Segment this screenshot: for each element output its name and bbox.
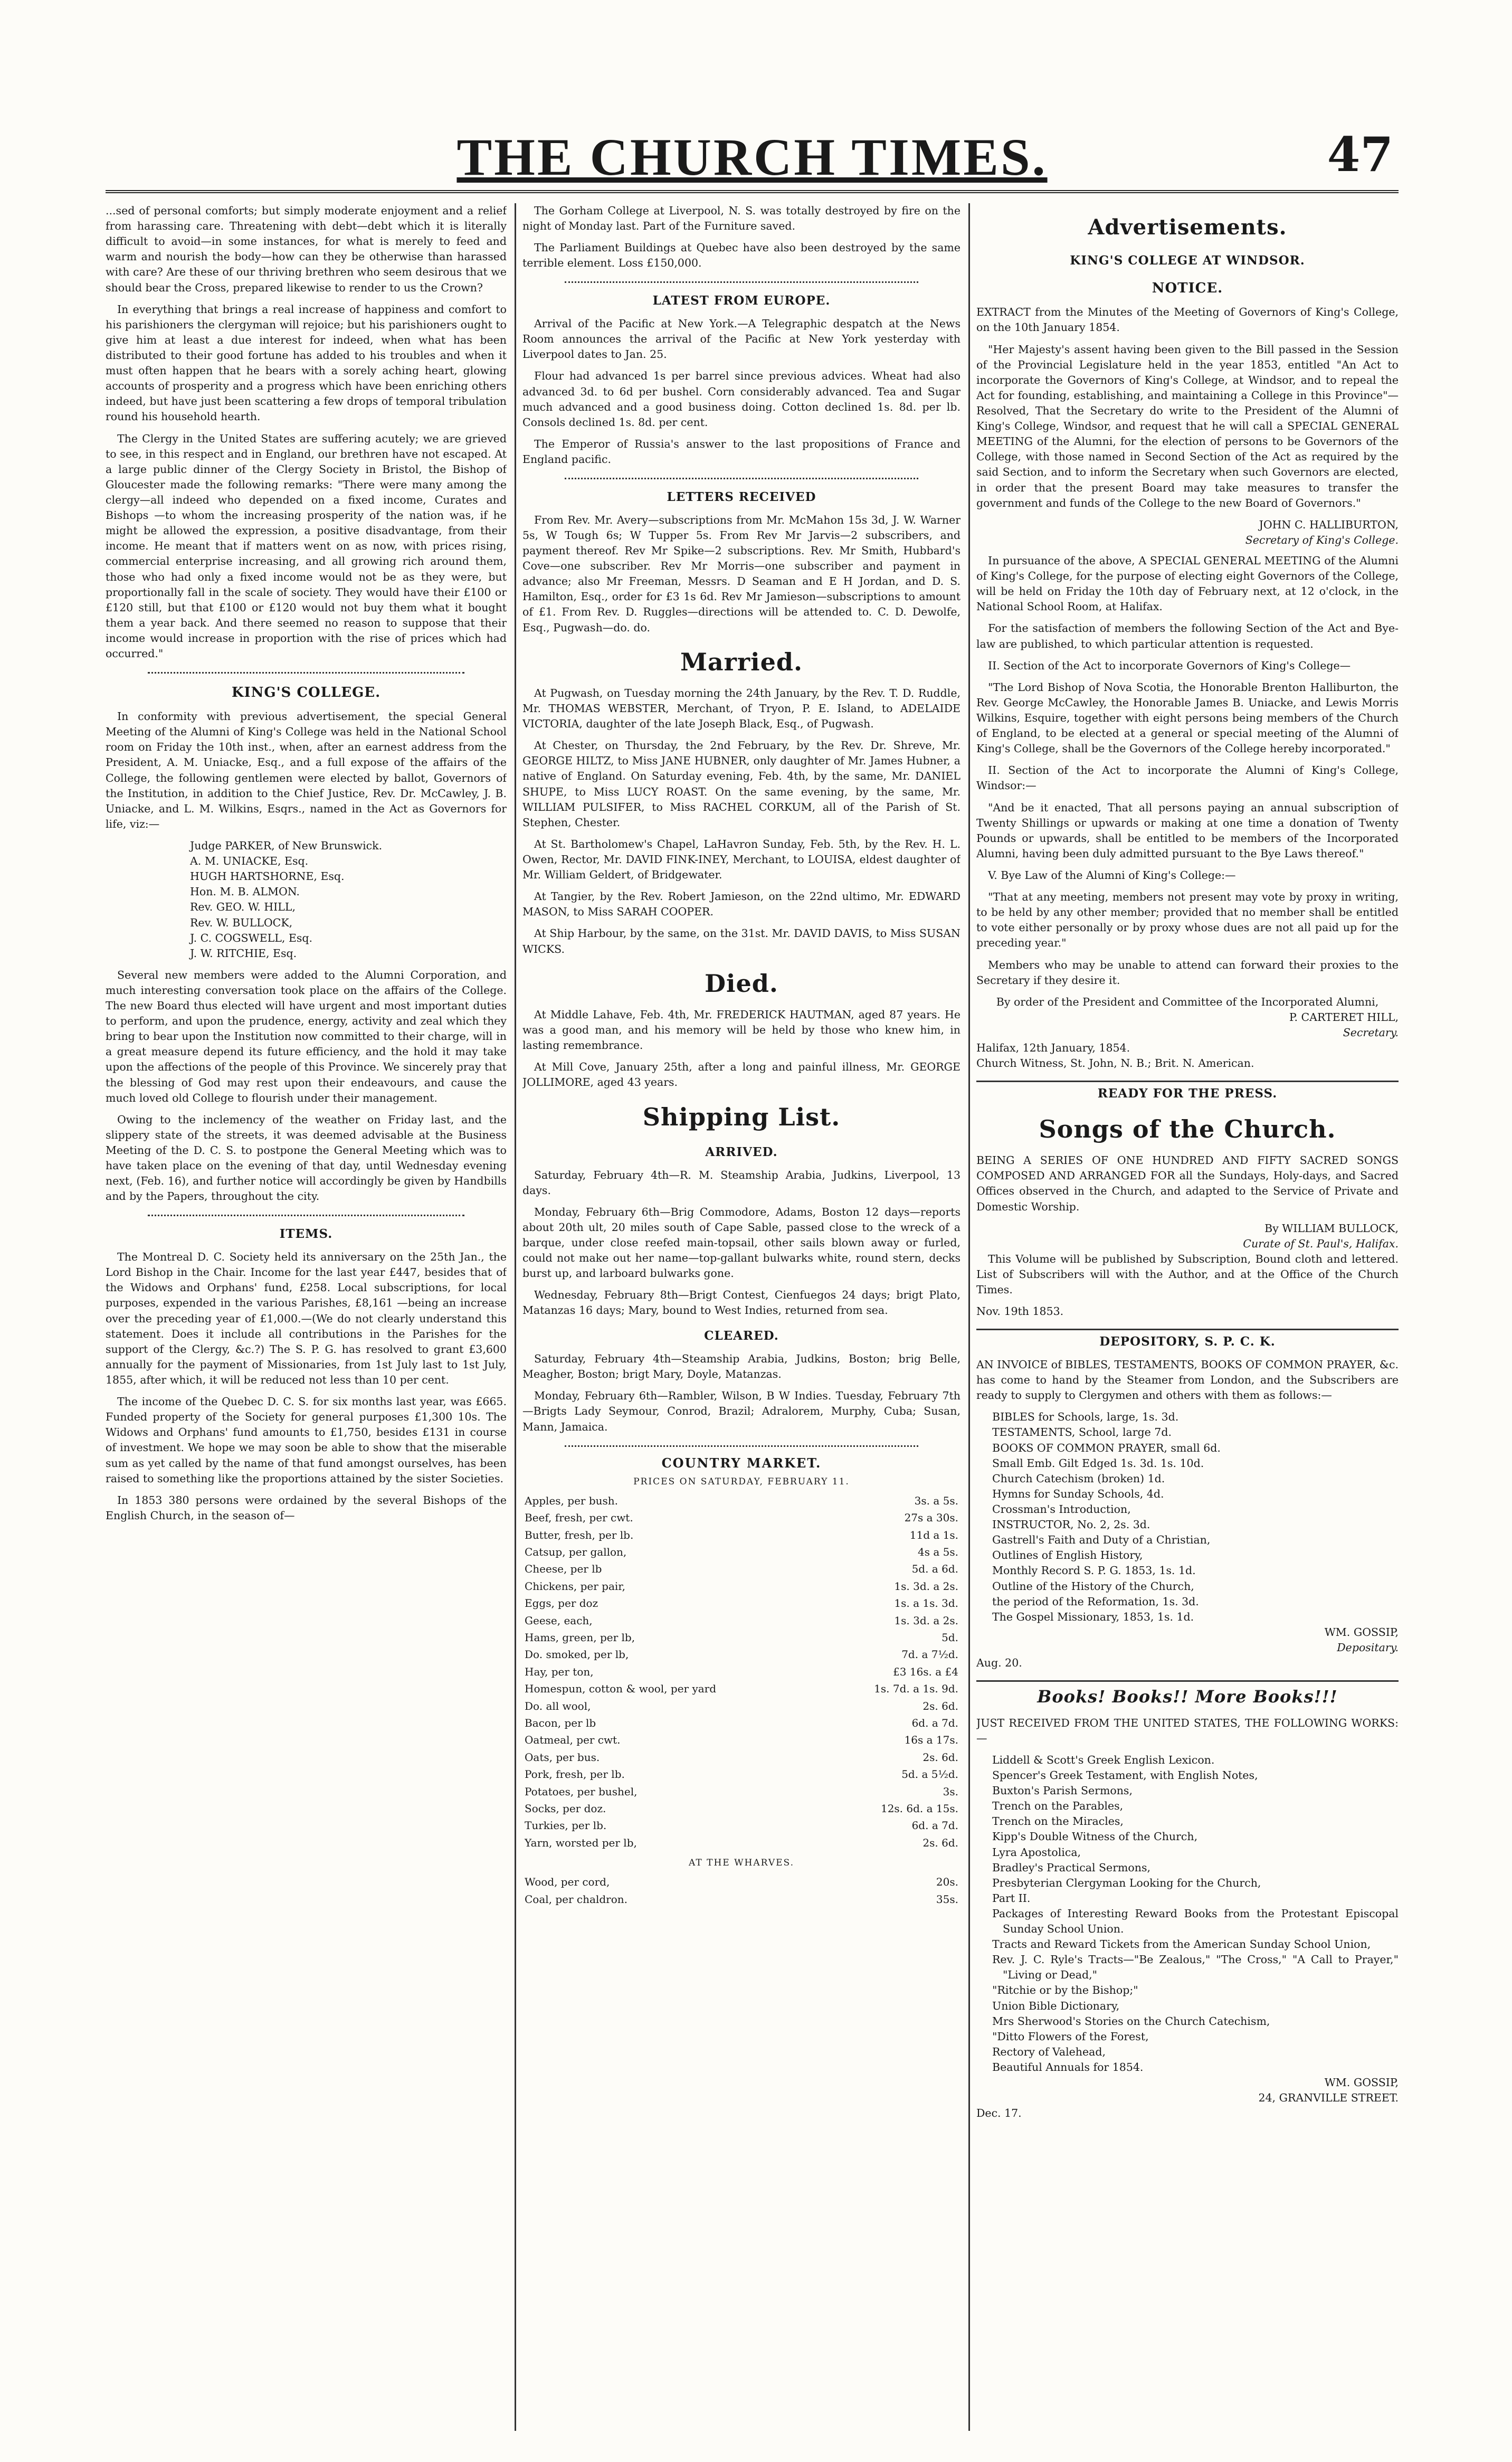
- signature: By order of the President and Committee of the Incorporated Alumni,: [996, 995, 1379, 1008]
- kings-college-heading: KING'S COLLEGE.: [231, 685, 381, 701]
- market-item: Hay, per ton,: [525, 1665, 594, 1678]
- notice-paragraph: "Her Majesty's assent having been given to the Bill passed in the Session of the Provincial Legislature held in the year 1853, entitled "An Act to incorporate the Governors of King's College, at Windsor, and to repeal the Act for founding, establishing, and maintaining a College in this Province"—Resolved, That the Secretary do write to the President of the Alumni of King's College, Windsor, and request that he will call a SPECIAL GENERAL MEETING of the Alumni, for the election of persons to be Governors of the College, with those named in Second Section of the Act as required by the said Section, and to inform the Secretary when such Governors are elected, in order that the present Board may take measures to transfer the government and funds of the College to the new Board of Governors.": [976, 343, 1399, 509]
- governor-name: Rev. GEO. W. HILL,: [190, 901, 296, 914]
- article-paragraph: The income of the Quebec D. C. S. for six months last year, was £665. Funded property of the Society for general purposes £1,300 10s. The Widows and Orphans' fund amounts to £1,750, besides £131 in course of investment. We hope we may soon be able to show that the miserable sum as yet called by the name of that fund amongst ourselves, has been raised to something like the proportions attained by the sister Societies.: [106, 1395, 507, 1485]
- cleared-heading: CLEARED.: [704, 1329, 779, 1343]
- signature-title: Curate of St. Paul's, Halifax.: [1243, 1237, 1399, 1250]
- market-table: [522, 1492, 961, 1851]
- book-item: "Ritchie or by the Bishop;": [992, 1984, 1138, 1997]
- advert-paragraph: JUST RECEIVED FROM THE UNITED STATES, THE FOLLOWING WORKS:—: [976, 1716, 1399, 1745]
- market-row: [522, 1891, 961, 1908]
- shipping-paragraph: Wednesday, February 8th—Brigt Contest, Cienfuegos 24 days; brigt Plato, Matanzas 16 days; Mary, bound to West Indies, returned from sea.: [522, 1289, 961, 1317]
- article-paragraph: The Emperor of Russia's answer to the last propositions of France and England pacific.: [522, 437, 961, 466]
- wharves-heading: AT THE WHARVES.: [689, 1858, 794, 1869]
- market-price: 5d. a 5½d.: [901, 1768, 958, 1781]
- market-price: 16s a 17s.: [904, 1734, 958, 1747]
- book-item: Lyra Apostolica,: [992, 1845, 1081, 1859]
- shipping-paragraph: Monday, February 6th—Rambler, Wilson, B W Indies. Tuesday, February 7th—Brigts Lady Seymour, Conrod, Brazil; Adralorem, Murphy, Cuba; Susan, Mann, Jamaica.: [522, 1389, 961, 1433]
- market-item: Bacon, per lb: [525, 1716, 596, 1729]
- market-price: 5d.: [942, 1631, 958, 1644]
- depository-item: the period of the Reformation, 1s. 3d.: [992, 1595, 1199, 1608]
- notice-paragraph: In pursuance of the above, A SPECIAL GENERAL MEETING of the Alumni of King's College, for the purpose of electing eight Governors of the College, will be held on Friday the 10th day of February next, at 12 o'clock, in the National School Room, at Halifax.: [976, 554, 1399, 613]
- books-heading: Books! Books!! More Books!!!: [976, 1680, 1399, 1709]
- notice-paragraph: At Mill Cove, January 25th, after a long and painful illness, Mr. GEORGE JOLLIMORE, aged 43 years.: [522, 1060, 961, 1089]
- market-row: [522, 1560, 961, 1577]
- shipping-paragraph: Monday, February 6th—Brig Commodore, Adams, Boston 12 days—reports about 20th ult, 20 miles south of Cape Sable, passed close to the wreck of a barque, under close reefed main-topsail, other sails blown away or furled, could not make out her name—top-gallant bulwarks white, round stern, decks burst up, and larboard bulwarks gone.: [522, 1205, 961, 1280]
- depository-heading: DEPOSITORY, S. P. C. K.: [976, 1329, 1399, 1351]
- governor-name: Hon. M. B. ALMON.: [190, 885, 300, 898]
- market-price: 1s. a 1s. 3d.: [894, 1597, 958, 1610]
- book-item: Packages of Interesting Reward Books from the Protestant Episcopal Sunday School Union.: [992, 1907, 1399, 1936]
- depository-item: TESTAMENTS, School, large 7d.: [992, 1426, 1172, 1439]
- book-item: Rectory of Valehead,: [992, 2045, 1106, 2058]
- market-item: Homespun, cotton & wool, per yard: [525, 1682, 717, 1696]
- market-price: 2s. 6d.: [923, 1699, 958, 1712]
- column-right: [976, 203, 1399, 2431]
- book-item: Union Bible Dictionary,: [992, 1999, 1120, 2012]
- notice-paragraph: Members who may be unable to attend can forward their proxies to the Secretary if they desire it.: [976, 958, 1399, 987]
- notice-paragraph: At Tangier, by the Rev. Robert Jamieson, on the 22nd ultimo, Mr. EDWARD MASON, to Miss SARAH COOPER.: [522, 890, 961, 918]
- depository-item: Small Emb. Gilt Edged 1s. 3d. 1s. 10d.: [992, 1456, 1204, 1470]
- market-price: 12s. 6d. a 15s.: [880, 1802, 958, 1815]
- market-subheading: PRICES ON SATURDAY, FEBRUARY 11.: [633, 1476, 850, 1487]
- market-row: [522, 1680, 961, 1697]
- governor-name: A. M. UNIACKE, Esq.: [190, 855, 309, 868]
- depository-item: Outline of the History of the Church,: [992, 1579, 1194, 1593]
- advertisements-heading: Advertisements.: [1088, 215, 1287, 240]
- market-price: 7d. a 7½d.: [901, 1648, 958, 1661]
- article-paragraph: In conformity with previous advertisement, the special General Meeting of the Alumni of King's College was held in the National School room on Friday the 10th inst., when, after an earnest address from the President, A. M. Uniacke, Esq., and a full expose of the affairs of the College, the following gentlemen were elected by ballot, Governors of the Institution, in addition to the Chief Justice, Rev. Dr. McCawley, J. B. Uniacke, and L. M. Wilkins, Esqrs., named in the Act as Governors for life, viz:—: [106, 710, 507, 830]
- market-price: 11d a 1s.: [909, 1528, 958, 1541]
- market-row: [522, 1578, 961, 1595]
- market-row: [522, 1698, 961, 1715]
- notice-paragraph: At Chester, on Thursday, the 2nd February, by the Rev. Dr. Shreve, Mr. GEORGE HILTZ, to Miss JANE HUBNER, only daughter of Mr. James Hubner, a native of England. On Saturday evening, Feb. 4th, by the same, Mr. DANIEL SHUPE, to Miss LUCY ROAST. On the same evening, by the same, Mr. WILLIAM PULSIFER, to Miss RACHEL CORKUM, all of the Parish of St. Stephen, Chester.: [522, 739, 961, 829]
- book-item: Presbyterian Clergyman Looking for the Church,: [992, 1876, 1261, 1889]
- market-item: Geese, each,: [525, 1614, 593, 1627]
- market-item: Potatoes, per bushel,: [525, 1785, 638, 1798]
- governor-name: J. W. RITCHIE, Esq.: [190, 946, 297, 960]
- notice-paragraph: EXTRACT from the Minutes of the Meeting of Governors of King's College, on the 10th January 1854.: [976, 306, 1399, 334]
- article-paragraph: Arrival of the Pacific at New York.—A Telegraphic despatch at the News Room announces the arrival of the Pacific at New York yesterday with Liverpool dates to Jan. 25.: [522, 317, 961, 361]
- market-item: Pork, fresh, per lb.: [525, 1768, 625, 1781]
- page-number: 47: [1327, 127, 1393, 183]
- dateline: Halifax, 12th January, 1854.: [976, 1041, 1130, 1055]
- article-paragraph: The Gorham College at Liverpool, N. S. was totally destroyed by fire on the night of Monday last. Part of the Furniture saved.: [522, 204, 961, 233]
- songs-heading: Songs of the Church.: [1039, 1114, 1336, 1143]
- depository-item: The Gospel Missionary, 1853, 1s. 1d.: [992, 1610, 1194, 1623]
- depository-item: Outlines of English History,: [992, 1549, 1143, 1562]
- book-item: Liddell & Scott's Greek English Lexicon.: [992, 1753, 1215, 1766]
- married-heading: Married.: [680, 647, 803, 676]
- book-item: Buxton's Parish Sermons,: [992, 1784, 1133, 1797]
- depository-item: Crossman's Introduction,: [992, 1502, 1131, 1516]
- market-row: [522, 1544, 961, 1560]
- market-item: Hams, green, per lb,: [525, 1631, 635, 1644]
- book-item: Beautiful Annuals for 1854.: [992, 2061, 1144, 2074]
- dateline: Aug. 20.: [976, 1656, 1022, 1670]
- market-row: [522, 1492, 961, 1509]
- market-item: Beef, fresh, per cwt.: [525, 1511, 633, 1524]
- column-rule: [515, 203, 516, 2431]
- market-price: 1s. 7d. a 1s. 9d.: [874, 1682, 958, 1696]
- market-row: [522, 1527, 961, 1544]
- column-middle: [522, 203, 961, 2431]
- signature: By WILLIAM BULLOCK,: [1264, 1221, 1399, 1235]
- section-divider: [148, 1210, 464, 1216]
- advert-paragraph: BEING A SERIES OF ONE HUNDRED AND FIFTY SACRED SONGS COMPOSED AND ARRANGED FOR all the Sundays, Holy-days, and Sacred Offices observed in the Church, and adapted to the Service of Private and Domestic Worship.: [976, 1154, 1399, 1213]
- article-paragraph: The Clergy in the United States are suffering acutely; we are grieved to see, in this respect and in England, our brethren have not escaped. At a large public dinner of the Clergy Society in Bristol, the Bishop of Gloucester made the following remarks: "There were many among the clergy—all indeed who depended on a fixed income, Curates and Bishops —to whom the increasing prosperity of the nation was, if he might be allowed the expression, a positive disadvantage, from their income. He meant that if matters went on as now, with prices rising, commercial enterprise increasing, and all growing rich around them, those who had only a fixed income would not be as they were, but proportionally fall in the scale of society. They would have their £100 or £120 still, but that £100 or £120 would not buy them what it bought them a year back. And there seemed no reason to suppose that their income would increase in proportion with the rise of prices which had occurred.": [106, 432, 507, 660]
- notice-paragraph: V. Bye Law of the Alumni of King's College:—: [988, 868, 1236, 882]
- newspaper-title: THE CHURCH TIMES.: [457, 128, 1048, 186]
- market-price: 2s. 6d.: [923, 1750, 958, 1764]
- europe-heading: LATEST FROM EUROPE.: [652, 293, 831, 308]
- governor-name: HUGH HARTSHORNE, Esq.: [190, 870, 345, 883]
- market-row: [522, 1817, 961, 1834]
- notice-paragraph: For the satisfaction of members the following Section of the Act and Bye-law are published, to which particular attention is requested.: [976, 622, 1399, 650]
- article-paragraph: Flour had advanced 1s per barrel since previous advices. Wheat had also advanced 3d. to 6d per bushel. Corn considerably advanced. Tea and Sugar much advanced and a good business doing. Cotton declined 1s. 8d. per lb. Consols declined 1s. 8d. per cent.: [522, 370, 961, 429]
- wharves-table: [522, 1873, 961, 1908]
- article-paragraph: From Rev. Mr. Avery—subscriptions from Mr. McMahon 15s 3d, J. W. Warner 5s, W Tough 6s; W Tupper 5s. From Rev Mr Jarvis—2 subscribers, and payment thereof. Rev Mr Spike—2 subscriptions. Rev. Mr Smith, Hubbard's Cove—one subscriber. Rev Mr Morris—one subscriber and payment in advance; also Mr Freeman, Messrs. D Seaman and E H Jordan, and D. S. Hamilton, Esq., order for £3 1s 6d. Rev Mr Jamieson—subscriptions to amount of £1. From Rev. D. Ruggles—directions will be attended to. C. D. Dewolfe, Esq., Pugwash—do. do.: [522, 513, 961, 634]
- notice-paragraph: At Ship Harbour, by the same, on the 31st. Mr. DAVID DAVIS, to Miss SUSAN WICKS.: [522, 927, 961, 955]
- signature-title: Depositary.: [1337, 1641, 1399, 1654]
- masthead: [106, 127, 1399, 193]
- market-item: Butter, fresh, per lb.: [525, 1528, 634, 1541]
- books-list: [976, 1753, 1399, 2075]
- market-price: 3s.: [943, 1785, 958, 1798]
- signature-title: Secretary of King's College.: [1245, 533, 1399, 546]
- market-item: Oatmeal, per cwt.: [525, 1734, 621, 1747]
- book-item: Bradley's Practical Sermons,: [992, 1861, 1151, 1874]
- advert-paragraph: AN INVOICE of BIBLES, TESTAMENTS, BOOKS OF COMMON PRAYER, &c. has come to hand by the Steamer from London, and the Subscribers are ready to supply to Clergymen and others with them as follows:—: [976, 1358, 1399, 1402]
- market-row: [522, 1595, 961, 1612]
- article-paragraph: The Montreal D. C. Society held its anniversary on the 25th Jan., the Lord Bishop in the Chair. Income for the last year £447, besides that of the Widows and Orphans' fund, £258. Local subscriptions, for local purposes, expended in the various Parishes, £8,161 —being an increase over the preceding year of £1,000.—(We do not clearly understand this statement. Does it include all contributions in the Parishes for the support of the Clergy, &c.?) The S. P. G. has resolved to grant £3,600 annually for the payment of Missionaries, from 1st July last to 1st July, 1855, after which, it will be reduced not less than 10 per cent.: [106, 1251, 507, 1386]
- market-item: Socks, per doz.: [525, 1802, 606, 1815]
- section-divider: [565, 1441, 918, 1447]
- market-price: 35s.: [936, 1892, 958, 1906]
- notice-paragraph: "That at any meeting, members not present may vote by proxy in writing, to be held by any other member; provided that no member shall be entitled to vote either personally or by proxy whose dues are not all paid up for the preceding year.": [976, 891, 1399, 950]
- market-row: [522, 1629, 961, 1646]
- notice-paragraph: At Pugwash, on Tuesday morning the 24th January, by the Rev. T. D. Ruddle, Mr. THOMAS WEBSTER, Merchant, of Tryon, P. E. Island, to ADELAIDE VICTORIA, daughter of the late Joseph Black, Esq., of Pugwash.: [522, 686, 961, 731]
- ready-heading: READY FOR THE PRESS.: [976, 1081, 1399, 1103]
- market-item: Apples, per bush.: [525, 1494, 619, 1507]
- book-item: Kipp's Double Witness of the Church,: [992, 1830, 1198, 1843]
- market-price: 2s. 6d.: [923, 1836, 958, 1849]
- article-paragraph: In 1853 380 persons were ordained by the several Bishops of the English Church, in the season of—: [106, 1493, 507, 1522]
- market-row: [522, 1509, 961, 1526]
- kings-windsor-heading: KING'S COLLEGE AT WINDSOR.: [1070, 253, 1305, 268]
- shipping-paragraph: Saturday, February 4th—R. M. Steamship Arabia, Judkins, Liverpool, 13 days.: [522, 1168, 961, 1197]
- book-item: Tracts and Reward Tickets from the American Sunday School Union,: [992, 1938, 1371, 1951]
- book-item: Trench on the Miracles,: [992, 1815, 1124, 1828]
- market-item: Catsup, per gallon,: [525, 1546, 627, 1559]
- notice-paragraph: II. Section of the Act to incorporate Governors of King's College—: [988, 659, 1351, 672]
- depository-item: INSTRUCTOR, No. 2, 2s. 3d.: [992, 1518, 1150, 1531]
- column-rule: [968, 203, 970, 2431]
- market-item: Do. smoked, per lb,: [525, 1648, 629, 1661]
- market-price: 5d. a 6d.: [911, 1563, 958, 1576]
- market-heading: COUNTRY MARKET.: [661, 1455, 822, 1471]
- article-paragraph: Owing to the inclemency of the weather on Friday last, and the slippery state of the streets, it was deemed advisable at the Business Meeting of the D. C. S. to postpone the General Meeting which was to have taken place on the evening of that day, until Wednesday evening next, (Feb. 16), and further notice will accordingly be given by Handbills and by the Papers, throughout the city.: [106, 1113, 507, 1203]
- arrived-heading: ARRIVED.: [705, 1144, 778, 1159]
- died-heading: Died.: [705, 969, 778, 998]
- market-item: Eggs, per doz: [525, 1597, 598, 1610]
- signature: WM. GOSSIP,: [1324, 1625, 1399, 1639]
- market-item: Chickens, per pair,: [525, 1579, 625, 1593]
- dateline: Nov. 19th 1853.: [976, 1305, 1064, 1318]
- market-item: Cheese, per lb: [525, 1563, 602, 1576]
- market-price: 6d. a 7d.: [911, 1819, 958, 1832]
- market-item: Wood, per cord,: [525, 1876, 610, 1889]
- market-item: Oats, per bus.: [525, 1750, 600, 1764]
- dateline: Church Witness, St. John, N. B.; Brit. N. American.: [976, 1057, 1254, 1070]
- book-item: Rev. J. C. Ryle's Tracts—"Be Zealous," "The Cross," "A Call to Prayer," "Living or Dead,": [992, 1953, 1399, 1982]
- market-item: Do. all wool,: [525, 1699, 591, 1712]
- depository-item: Church Catechism (broken) 1d.: [992, 1472, 1165, 1485]
- book-item: Mrs Sherwood's Stories on the Church Catechism,: [992, 2014, 1270, 2028]
- depository-list: [976, 1409, 1399, 1625]
- section-divider: [148, 668, 464, 674]
- market-item: Turkies, per lb.: [525, 1819, 607, 1832]
- signature: P. CARTERET HILL,: [1289, 1010, 1399, 1024]
- letters-heading: LETTERS RECEIVED: [667, 490, 816, 505]
- column-left: [106, 203, 507, 2431]
- market-row: [522, 1749, 961, 1766]
- market-price: 3s. a 5s.: [914, 1494, 958, 1507]
- notice-paragraph: II. Section of the Act to incorporate the Alumni of King's College, Windsor:—: [976, 764, 1399, 792]
- market-row: [522, 1612, 961, 1629]
- shipping-heading: Shipping List.: [642, 1102, 841, 1131]
- signature: WM. GOSSIP,: [1324, 2076, 1399, 2089]
- depository-item: Gastrell's Faith and Duty of a Christian,: [992, 1533, 1211, 1547]
- market-item: Coal, per chaldron.: [525, 1892, 627, 1906]
- book-item: Part II.: [992, 1891, 1031, 1905]
- market-row: [522, 1731, 961, 1748]
- depository-item: BOOKS OF COMMON PRAYER, small 6d.: [992, 1441, 1221, 1454]
- market-row: [522, 1834, 961, 1851]
- notice-paragraph: "The Lord Bishop of Nova Scotia, the Honorable Brenton Halliburton, the Rev. George McCawley, the Honorable James B. Uniacke, and Lewis Morris Wilkins, Esquire, together with eight persons being members of the Church of England, to be elected at a general or special meeting of the Alumni of King's College, shall be the Governors of the College hereby incorporated.": [976, 680, 1399, 755]
- section-divider: [565, 474, 918, 479]
- shipping-paragraph: Saturday, February 4th—Steamship Arabia, Judkins, Boston; brig Belle, Meagher, Boston; brigt Mary, Doyle, Matanzas.: [522, 1352, 961, 1381]
- market-price: 1s. 3d. a 2s.: [894, 1614, 958, 1627]
- market-row: [522, 1663, 961, 1680]
- depository-item: Hymns for Sunday Schools, 4d.: [992, 1487, 1164, 1500]
- market-row: [522, 1766, 961, 1783]
- notice-paragraph: "And be it enacted, That all persons paying an annual subscription of Twenty Shillings or upwards or making at one time a donation of Twenty Pounds or upwards, shall be entitled to be members of the Incorporated Alumni, having been duly admitted pursuant to the Bye Laws thereof.": [976, 801, 1399, 860]
- market-row: [522, 1873, 961, 1890]
- article-paragraph: ...sed of personal comforts; but simply moderate enjoyment and a relief from harassing care. Threatening with debt—debt which it is literally difficult to avoid—in some instances, for what is merely to feed and warm and nourish the body—how can they be otherwise than harassed with care? Are these of our thriving brethren who seem desirous that we should bear the Cross, prepared likewise to render to us the Crown?: [106, 204, 507, 294]
- market-price: 1s. 3d. a 2s.: [894, 1579, 958, 1593]
- market-row: [522, 1800, 961, 1817]
- market-row: [522, 1715, 961, 1731]
- book-item: Spencer's Greek Testament, with English Notes,: [992, 1768, 1258, 1782]
- market-price: £3 16s. a £4: [893, 1665, 958, 1678]
- dateline: Dec. 17.: [976, 2107, 1022, 2120]
- governors-list: [106, 838, 507, 961]
- article-paragraph: Several new members were added to the Alumni Corporation, and much interesting conversation took place on the affairs of the College. The new Board thus elected will have urgent and most important duties to perform, and upon the prudence, energy, activity and zeal which they bring to bear upon the Institution now committed to their charge, will in a great measure depend its future efficiency, and the hold it may take upon the affections of the people of this Province. We sincerely pray that the blessing of God may rest upon their endeavours, and cause the much loved old College to flourish under their management.: [106, 968, 507, 1104]
- depository-item: Monthly Record S. P. G. 1853, 1s. 1d.: [992, 1564, 1196, 1577]
- governor-name: Rev. W. BULLOCK,: [190, 916, 293, 929]
- items-heading: ITEMS.: [279, 1227, 333, 1242]
- market-row: [522, 1783, 961, 1800]
- market-price: 4s a 5s.: [918, 1546, 958, 1559]
- signature-address: 24, GRANVILLE STREET.: [1258, 2091, 1399, 2105]
- market-row: [522, 1646, 961, 1663]
- article-paragraph: In everything that brings a real increase of happiness and comfort to his parishioners the clergyman will rejoice; but his parishioners ought to give him at least a due interest for indeed, when what has been distributed to their good fortune has added to his troubles and when it must often happen that he bears with a sorely aching heart, glowing accounts of prosperity and a progress which have been enriching others indeed, but have just been scattering a few drops of temporal tribulation round his household hearth.: [106, 302, 507, 423]
- governor-name: Judge PARKER, of New Brunswick.: [190, 839, 383, 852]
- depository-item: BIBLES for Schools, large, 1s. 3d.: [992, 1410, 1179, 1424]
- market-price: 27s a 30s.: [904, 1511, 958, 1524]
- market-price: 6d. a 7d.: [911, 1716, 958, 1729]
- signature-title: Secretary.: [1343, 1026, 1399, 1039]
- market-item: Yarn, worsted per lb,: [525, 1836, 637, 1849]
- notice-paragraph: At St. Bartholomew's Chapel, LaHavron Sunday, Feb. 5th, by the Rev. H. L. Owen, Rector, Mr. DAVID FINK-INEY, Merchant, to LOUISA, eldest daughter of Mr. William Geldert, of Bridgewater.: [522, 837, 961, 882]
- advert-paragraph: This Volume will be published by Subscription, Bound cloth and lettered. List of Subscribers will with the Author, and at the Office of the Church Times.: [976, 1252, 1399, 1296]
- book-item: Trench on the Parables,: [992, 1800, 1124, 1813]
- article-paragraph: The Parliament Buildings at Quebec have also been destroyed by the same terrible element. Loss £150,000.: [522, 241, 961, 270]
- governor-name: J. C. COGSWELL, Esq.: [190, 931, 312, 944]
- notice-paragraph: At Middle Lahave, Feb. 4th, Mr. FREDERICK HAUTMAN, aged 87 years. He was a good man, and his memory will be held by those who knew him, in lasting remembrance.: [522, 1008, 961, 1052]
- book-item: "Ditto Flowers of the Forest,: [992, 2030, 1149, 2043]
- section-divider: [565, 277, 918, 283]
- signature: JOHN C. HALLIBURTON,: [1259, 518, 1399, 531]
- market-price: 20s.: [936, 1876, 958, 1889]
- notice-heading: NOTICE.: [1152, 280, 1223, 297]
